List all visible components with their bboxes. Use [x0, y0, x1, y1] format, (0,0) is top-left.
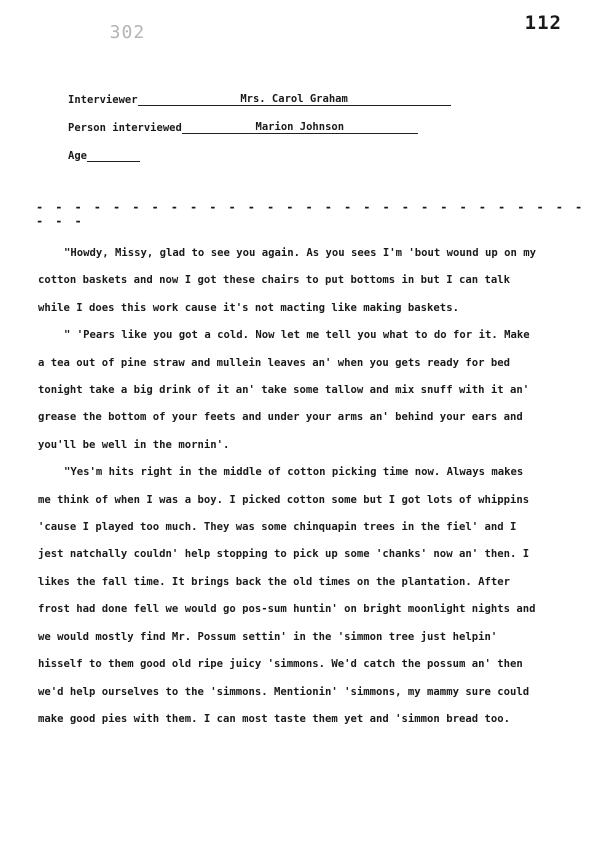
interviewer-field	[68, 93, 451, 106]
paragraph: "Howdy, Missy, glad to see you again. As you sees I'm 'bout wound up on my cotton baskets and now I got these chairs to put bottoms in but I can talk while I does this work cause it's not macting like making baskets.	[38, 247, 536, 314]
archive-stamp: 302	[86, 22, 146, 43]
interview-transcript	[38, 240, 538, 733]
paragraph: " 'Pears like you got a cold. Now let me tell you what to do for it. Make a tea out of pine straw and mullein leaves an' when you gets ready for bed tonight take a big drink of it an' take some tallow and mix snuff with it an' grease the bottom of your feets and under your arms an' behind your ears and you'll be well in the mornin'.	[38, 329, 530, 451]
person-interviewed-value: Marion Johnson	[182, 121, 418, 134]
age-label: Age	[68, 150, 87, 162]
section-divider: - - - - - - - - - - - - - - - - - - - - - - - - - - - - - - - -	[36, 200, 585, 228]
interviewer-label: Interviewer	[68, 94, 138, 106]
person-interviewed-label: Person interviewed	[68, 122, 182, 134]
paragraph: "Yes'm hits right in the middle of cotton picking time now. Always makes me think of when I was a boy. I picked cotton some but I got lots of whippins 'cause I played too much. They was some chinquapin trees in the fiel' and I jest natchally couldn' help stopping to pick up some 'chanks' now an' then. I likes the fall time. It brings back the old times on the plantation. After frost had done fell we would go pos-sum huntin' on bright moonlight nights and we would mostly find Mr. Possum settin' in the 'simmon tree just helpin' hisself to them good old ripe juicy 'simmons. We'd catch the possum an' then we'd help ourselves to the 'simmons. Mentionin' 'simmons, my mammy sure could make good pies with them. I can most taste them yet and 'simmon bread too.	[38, 466, 536, 725]
page-number: 112	[524, 12, 562, 34]
age-field	[68, 149, 140, 162]
interviewer-value: Mrs. Carol Graham	[138, 93, 451, 106]
person-interviewed-field	[68, 121, 418, 134]
age-value	[87, 149, 140, 162]
